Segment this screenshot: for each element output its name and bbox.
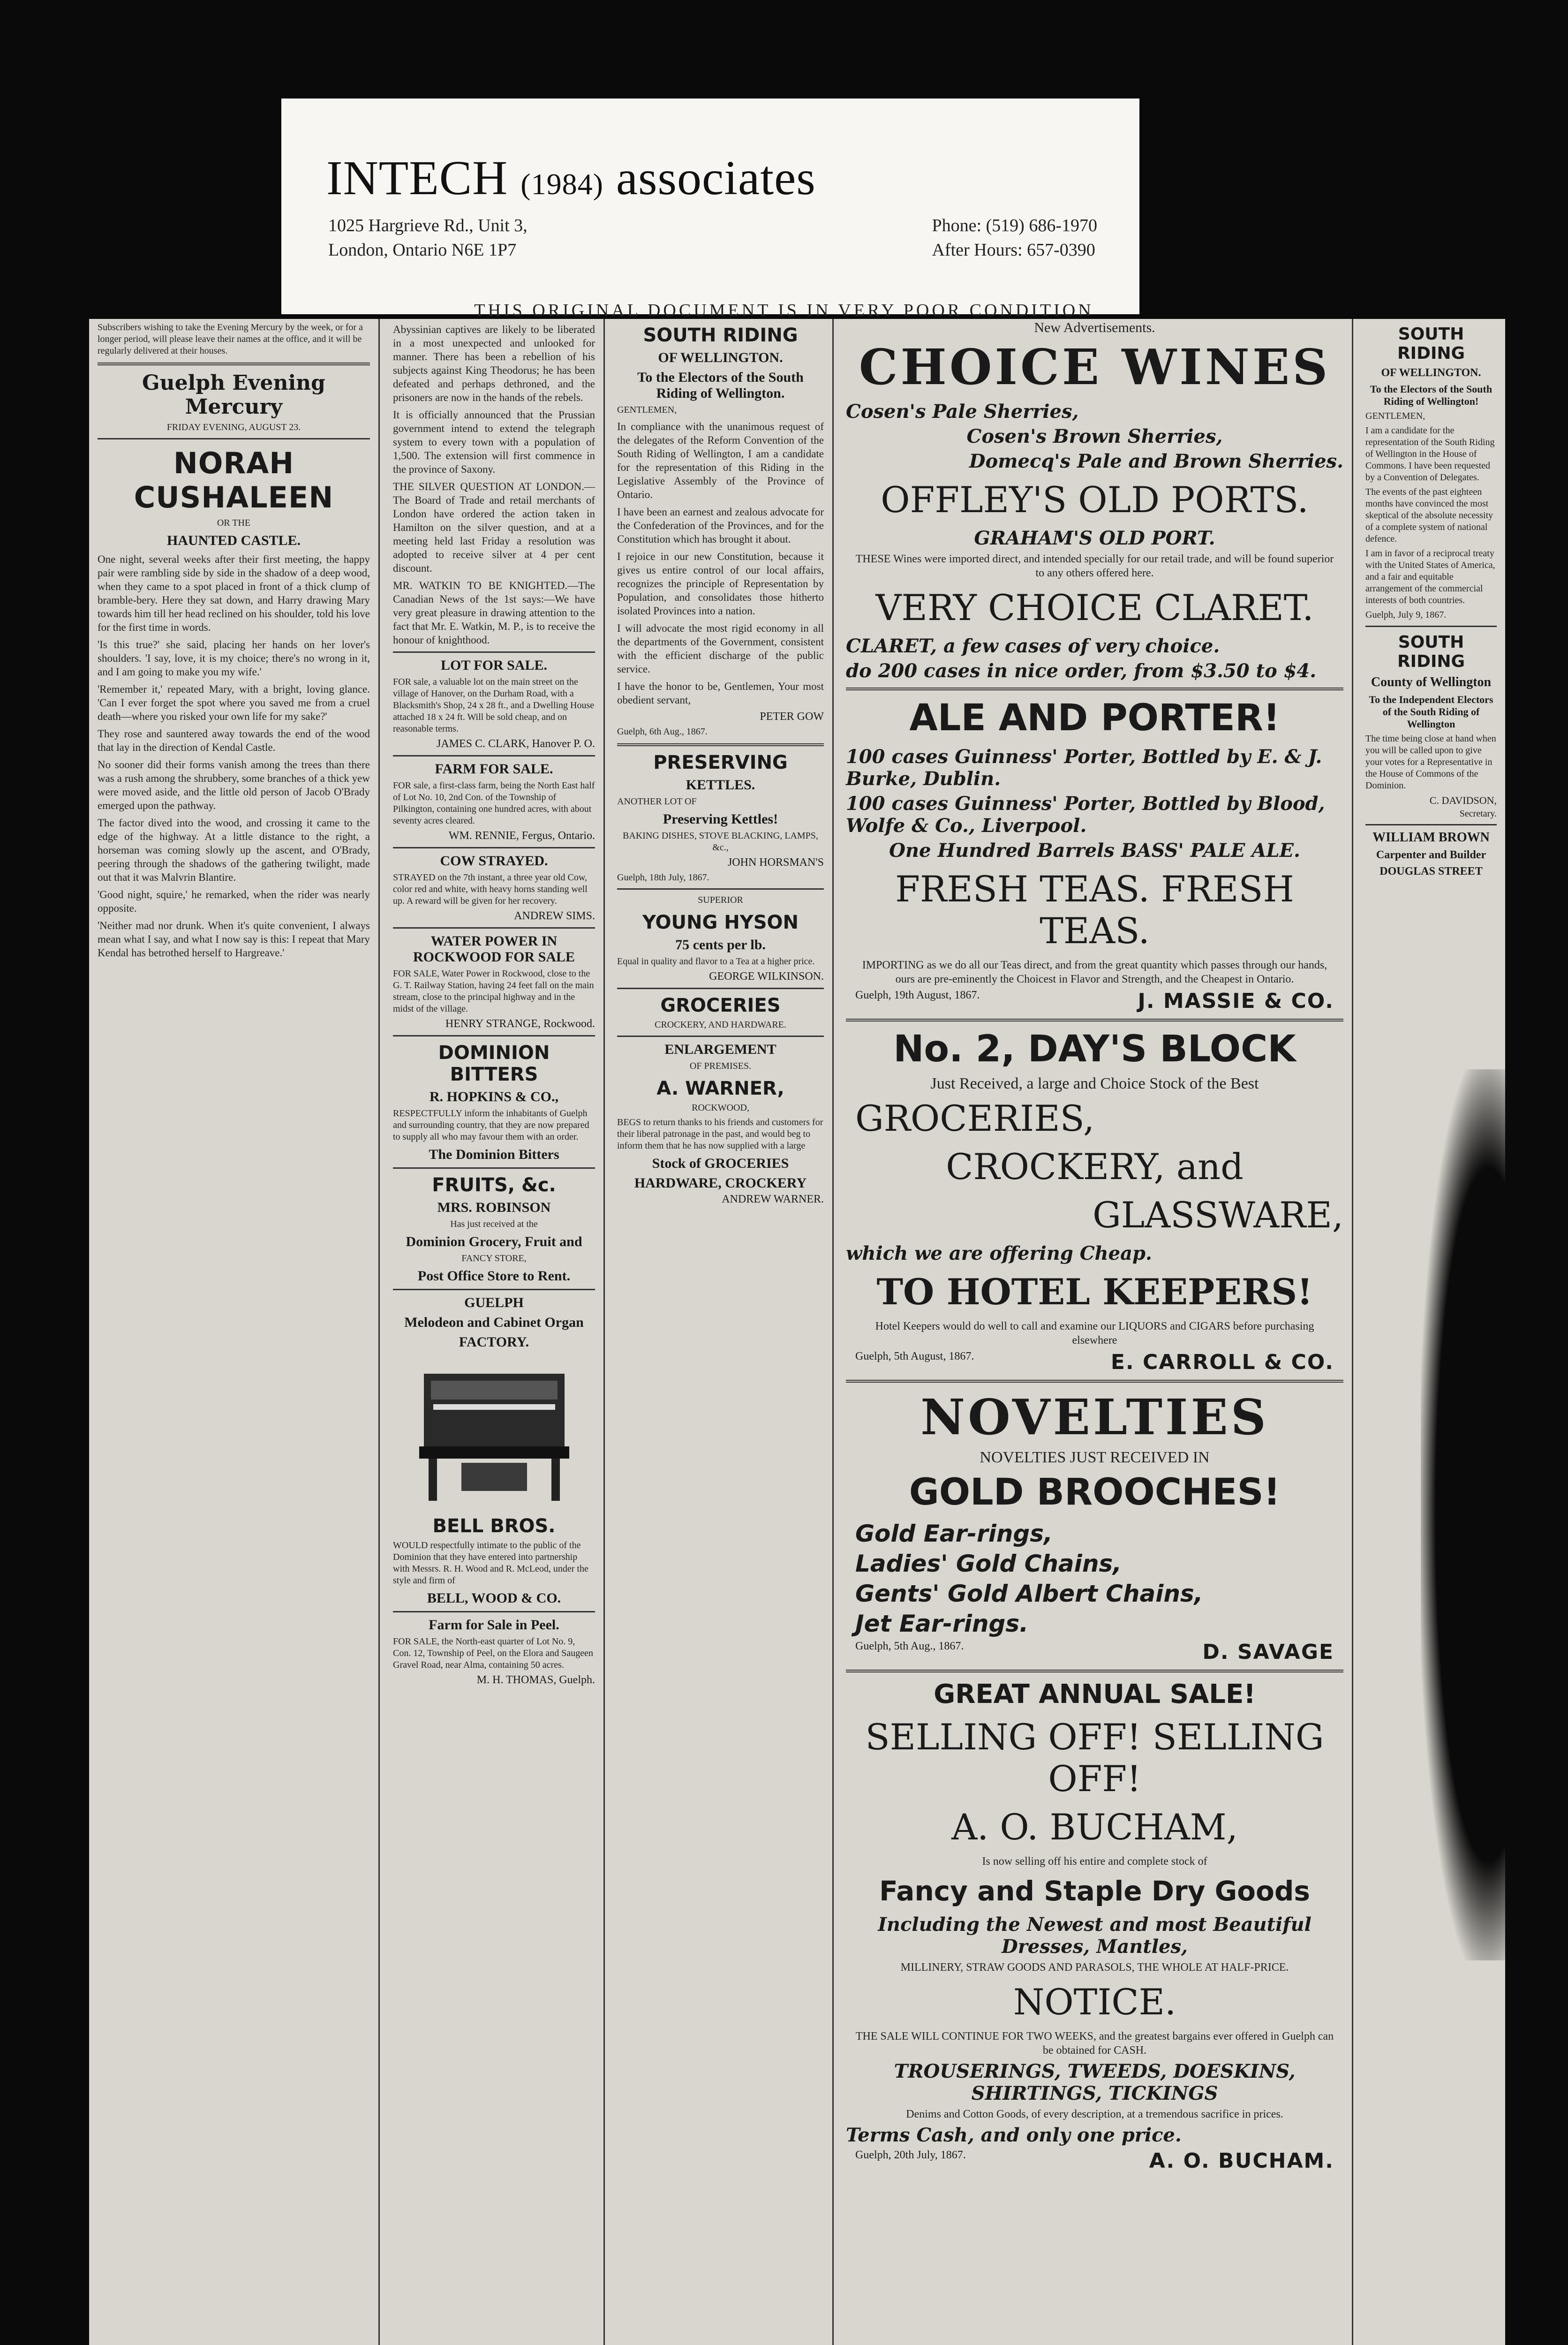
post-office-store: Post Office Store to Rent. (417, 1268, 571, 1284)
divider (393, 847, 595, 848)
south-riding-sub: OF WELLINGTON. (658, 350, 783, 365)
story-subtitle: HAUNTED CASTLE. (166, 533, 301, 548)
south-riding-sub-2: OF WELLINGTON. (1381, 367, 1481, 379)
preserving-heading: PRESERVING (653, 752, 788, 773)
claret-line-2: do 200 cases in nice order, from $3.50 to $4. (846, 660, 1317, 682)
story-paragraph: The factor dived into the wood, and crossing it came to the edge of the highway. At a little distance to the right, a horseman was coming slowly up the ascent, and O'Brady, peering through the shadows of the gathering twilight, made out that it was Malvrin Blantire. (98, 817, 370, 883)
claret-line-1: CLARET, a few cases of very choice. (846, 635, 1220, 657)
lot-ad-body: FOR sale, a valuable lot on the main street on the village of Hanover, on the Durham Road, with a Blacksmith's Shop, 24 x 28 ft., and a Dwelling House attached 18 x 24 ft. Will be sold cheap, and on reasonable terms. (393, 677, 595, 734)
superior-label: SUPERIOR (698, 895, 743, 905)
torn-edge-shadow (1421, 1069, 1505, 1960)
watkin-item: MR. WATKIN TO BE KNIGHTED.—The Canadian News of the 1st says:—We have very great pleasure in drawing attention to the fact that Mr. E. Watkin, M. P., is to receive the honour of knighthood. (393, 580, 595, 646)
graham-port: GRAHAM'S OLD PORT. (974, 527, 1215, 549)
story-title: NORAH CUSHALEEN (134, 446, 334, 514)
just-received: Just Received, a large and Choice Stock of the Best (930, 1075, 1259, 1092)
guinness-line-2: 100 cases Guinness' Porter, Bottled by Blood, Wolfe & Co., Liverpool. (846, 793, 1325, 837)
denims-line: Denims and Cotton Goods, of every description, at a tremendous sacrifice in prices. (906, 2108, 1283, 2120)
company-year: (1984) (520, 167, 603, 201)
cosens-pale: Cosen's Pale Sherries, (846, 401, 1079, 423)
divider (393, 1611, 595, 1612)
teas-date: Guelph, 19th August, 1867. (855, 989, 980, 1001)
warner-name: A. WARNER, (656, 1078, 784, 1099)
col5-date: Guelph, July 9, 1867. (1365, 610, 1447, 620)
hardware-crockery: HARDWARE, CROCKERY (634, 1175, 807, 1191)
selling-off: SELLING OFF! SELLING OFF! (865, 1716, 1324, 1800)
story-paragraph: 'Good night, squire,' he remarked, when the rider was nearly opposite. (98, 889, 370, 914)
electors-salutation-2: To the Electors of the South Riding of Wellington! (1370, 383, 1493, 407)
warner-body: BEGS to return thanks to his friends and customers for their liberal patronage in the past, and would beg to inform them that he has now supplied with a large (617, 1117, 823, 1151)
dateline: FRIDAY EVENING, AUGUST 23. (166, 422, 301, 432)
terms-line: Terms Cash, and only one price. (846, 2124, 1182, 2146)
bucham-footer (855, 2149, 1334, 2173)
lot-ad-signature: JAMES C. CLARK, Hanover P. O. (436, 738, 595, 750)
douglas-street: DOUGLAS STREET (1380, 865, 1483, 877)
offering-cheap: which we are offering Cheap. (846, 1242, 1152, 1264)
carroll-signature: E. CARROLL & CO. (1110, 1350, 1334, 1374)
divider (617, 988, 824, 989)
bucham-signature: A. O. BUCHAM. (1149, 2149, 1334, 2173)
dresses-line: Including the Newest and most Beautiful Dresses, Mantles, (878, 1914, 1312, 1958)
fancy-dry-goods: Fancy and Staple Dry Goods (879, 1875, 1310, 1907)
gold-brooches: GOLD BROOCHES! (909, 1471, 1281, 1513)
ladies-chains: Ladies' Gold Chains, (855, 1550, 1122, 1577)
glassware-line: GLASSWARE, (1093, 1194, 1343, 1236)
divider (617, 888, 824, 890)
address-closing: I have the honor to be, Gentlemen, Your most obedient servant, (617, 681, 824, 706)
robinson-sub: Has just received at the (450, 1219, 538, 1229)
water-ad-body: FOR SALE, Water Power in Rockwood, close to the G. T. Railway Station, having 24 feet fall on the main stream, close to the principal highway and in the midst of the village. (393, 968, 594, 1014)
kettles-heading: KETTLES. (686, 777, 755, 793)
abyssinia-item: Abyssinian captives are likely to be liberated in a most unexpected and unlooked for manner. There has been a rebellion of his subjects against King Theodorus; he has been defeated and perhaps dethroned, and the prisoners are now in the hands of the rebels. (393, 324, 595, 403)
farm-ad-signature: WM. RENNIE, Fergus, Ontario. (448, 830, 595, 842)
company-address (328, 213, 528, 262)
telegraph-item: It is officially announced that the Prussian government intend to extend the telegraph system to every town with a population of 1,500. The extension will first commence in the province of Saxony. (393, 409, 595, 475)
millinery-line: MILLINERY, STRAW GOODS AND PARASOLS, THE WHOLE AT HALF-PRICE. (900, 1961, 1289, 1974)
bass-ale: One Hundred Barrels BASS' PALE ALE. (889, 840, 1300, 862)
bucham-sub: Is now selling off his entire and complete stock of (982, 1855, 1207, 1868)
divider (98, 438, 370, 439)
kettle-items: BAKING DISHES, STOVE BLACKING, LAMPS, &c., (623, 831, 818, 853)
water-ad-heading: WATER POWER IN ROCKWOOD FOR SALE (413, 933, 575, 965)
crockery-line: CROCKERY, and (946, 1146, 1244, 1188)
notice-body: THE SALE WILL CONTINUE FOR TWO WEEKS, and the greatest bargains ever offered in Guelph can be obtained for CASH. (855, 2030, 1334, 2057)
lot-ad-heading: LOT FOR SALE. (440, 658, 547, 673)
wilkinson-signature: GEORGE WILKINSON. (709, 970, 824, 983)
story-paragraph: 'Neither mad nor drunk. When it's quite convenient, I always mean what I say, and what I now say is this: I repeat that Mary Kendal has betrothed herself to Hargreave.' (98, 920, 370, 959)
groceries-line: GROCERIES, (855, 1097, 1095, 1139)
groceries-heading: GROCERIES (660, 995, 781, 1016)
peter-gow-signature: PETER GOW (760, 711, 824, 723)
cow-ad-signature: ANDREW SIMS. (514, 910, 595, 922)
address-paragraph: In compliance with the unanimous request of the delegates of the Reform Convention of the South Riding of Wellington, I am a candidate for the representation of this Riding in the Legislative Assembly of the Province of Ontario. (617, 421, 824, 500)
divider (617, 1036, 824, 1037)
hyson-body: Equal in quality and flavor to a Tea at a higher price. (617, 956, 815, 967)
gentlemen-2: GENTLEMEN, (1365, 411, 1425, 421)
story-paragraph: 'Is this true?' she said, placing her hands on her lover's shoulders. 'I say, love, it is my choice; there's no wrong in it, and I am going to make you my wife.' (98, 639, 370, 678)
divider (846, 1019, 1343, 1021)
robinson-name: MRS. ROBINSON (437, 1200, 551, 1215)
domecq-sherries: Domecq's Pale and Brown Sherries. (969, 450, 1343, 472)
divider (393, 927, 595, 929)
company-suffix: associates (616, 151, 816, 205)
days-block-heading: No. 2, DAY'S BLOCK (893, 1028, 1296, 1070)
hyson-price: 75 cents per lb. (675, 937, 766, 953)
carpenter-builder: Carpenter and Builder (1376, 849, 1486, 861)
divider (393, 755, 595, 756)
divider (617, 743, 824, 746)
bitters-heading: DOMINION BITTERS (438, 1042, 550, 1085)
fresh-teas-heading: FRESH TEAS. FRESH TEAS. (895, 868, 1294, 952)
company-phone (932, 213, 1097, 262)
stock-groceries: Stock of GROCERIES (652, 1156, 789, 1171)
address-paragraph: I will advocate the most rigid economy in all the departments of the Government, consistent with the efficient discharge of the public service. (617, 622, 824, 675)
hotel-keepers-heading: TO HOTEL KEEPERS! (876, 1271, 1313, 1313)
gold-earrings: Gold Ear-rings, (855, 1520, 1053, 1547)
divider (1365, 626, 1497, 627)
savage-footer (855, 1640, 1334, 1664)
guinness-line-1: 100 cases Guinness' Porter, Bottled by E. & J. Burke, Dublin. (846, 746, 1322, 790)
bucham-date: Guelph, 20th July, 1867. (855, 2149, 966, 2161)
melodeon-heading: Melodeon and Cabinet Organ (404, 1315, 584, 1330)
newspaper-page (89, 319, 1505, 2345)
phone-number: Phone: (519) 686-1970 (932, 216, 1097, 235)
horsman-date: Guelph, 18th July, 1867. (617, 872, 709, 883)
divider (846, 1380, 1343, 1383)
wines-body: THESE Wines were imported direct, and intended specially for our retail trade, and will be found superior to any others offered here. (855, 553, 1334, 579)
gentlemen: GENTLEMEN, (617, 405, 677, 415)
scan-header-card (281, 98, 1139, 314)
bucham-name: A. O. BUCHAM, (951, 1806, 1238, 1848)
teas-footer (855, 989, 1334, 1013)
choice-wines-heading: CHOICE WINES (859, 338, 1331, 396)
bitters-maker: R. HOPKINS & CO., (429, 1089, 558, 1104)
groceries-sub: CROCKERY, AND HARDWARE. (655, 1020, 786, 1030)
savage-signature: D. SAVAGE (1202, 1640, 1334, 1664)
claret-heading: VERY CHOICE CLARET. (875, 587, 1314, 628)
water-ad-signature: HENRY STRANGE, Rockwood. (445, 1018, 595, 1030)
guelph-heading: GUELPH (464, 1295, 524, 1310)
fancy-store: FANCY STORE, (461, 1253, 527, 1263)
bitters-subheading: The Dominion Bitters (429, 1147, 559, 1162)
bell-firm: BELL, WOOD & CO. (427, 1590, 561, 1606)
organ-illustration (405, 1355, 583, 1510)
bell-body: WOULD respectfully intimate to the public of the Dominion that they have entered into partnership with Messrs. R. H. Wood and R. McLeod, under the style and firm of (393, 1540, 588, 1586)
davidson-sub: Secretary. (1459, 809, 1497, 819)
farm-peel-body: FOR SALE, the North-east quarter of Lot No. 9, Con. 12, Township of Peel, on the Elora and Saugeen Gravel Road, near Alma, containing 50 acres. (393, 1636, 594, 1670)
young-hyson-heading: YOUNG HYSON (642, 912, 799, 933)
story-paragraph: One night, several weeks after their first meeting, the happy pair were rambling side by side in the shadow of a deep wood, when they came to a spot placed in front of a thick clump of bramble-bery. Here they sat down, and Harry drawing Mary towards him till her head reclined on his shoulder, told his love for the first time in words. (98, 553, 370, 633)
preserving-kettles: Preserving Kettles! (663, 811, 778, 827)
story-paragraph: They rose and sauntered away towards the end of the wood that lay in the direction of Kendal Castle. (98, 728, 370, 753)
address-paragraph-3: The time being close at hand when you will be called upon to give your votes for a Representative in the House of Commons of the Dominion. (1365, 734, 1496, 791)
divider (393, 1035, 595, 1036)
subscribers-notice: Subscribers wishing to take the Evening Mercury by the week, or for a longer period, will please leave their names at the office, and it will be regularly delivered at their houses. (98, 322, 363, 356)
address-paragraph-2: I am in favor of a reciprocal treaty with the United States of America, and a fair and equitable arrangement of the commercial interests of both countries. (1365, 548, 1495, 605)
albert-chains: Gents' Gold Albert Chains, (855, 1580, 1203, 1607)
novelties-sub: NOVELTIES JUST RECEIVED IN (980, 1449, 1210, 1466)
divider (1365, 824, 1497, 825)
william-brown: WILLIAM BROWN (1372, 830, 1490, 845)
address-paragraph: I have been an earnest and zealous advocate for the Confederation of the Provinces, and for the Constitution which has brought it about. (617, 506, 824, 545)
premises-label: OF PREMISES. (689, 1061, 752, 1071)
annual-sale-heading: GREAT ANNUAL SALE! (934, 1679, 1256, 1710)
hotel-footer (855, 1350, 1334, 1374)
farm-ad-heading: FARM FOR SALE. (435, 761, 553, 777)
warner-signature: ANDREW WARNER. (722, 1193, 824, 1205)
address-paragraph: I rejoice in our new Constitution, because it gives us entire control of our local affairs, recognizes the principle of Representation by Population, and consolidates those hitherto isolated Provinces into a nation. (617, 551, 824, 617)
address-paragraph-2: I am a candidate for the representation of the South Riding of Wellington in the House of Commons. I have been requested by a Convention of Delegates. (1365, 425, 1495, 483)
address-line-1: 1025 Hargrieve Rd., Unit 3, (328, 216, 528, 235)
grocery-heading: Dominion Grocery, Fruit and (406, 1234, 582, 1249)
farm-peel-signature: M. H. THOMAS, Guelph. (476, 1674, 595, 1686)
story-paragraph: 'Remember it,' repeated Mary, with a bright, loving glance. 'Can I ever forget the spot where you saved me from a cruel death—where you risked your own life for my sake?' (98, 683, 370, 722)
column-3 (609, 319, 834, 2345)
south-riding-heading-2: SOUTH RIDING (1397, 325, 1465, 363)
after-hours-number: After Hours: 657-0390 (932, 240, 1095, 260)
divider (393, 1167, 595, 1169)
farm-ad-body: FOR sale, a first-class farm, being the North East half of Lot No. 10, 2nd Con. of the Township of Pilkington, containing one hundred acres, with about seventy acres cleared. (393, 780, 595, 826)
davidson-signature: C. DAVIDSON, (1429, 794, 1497, 806)
novelties-heading: NOVELTIES (920, 1388, 1269, 1446)
story-or: OR THE (217, 518, 251, 528)
cow-ad-body: STRAYED on the 7th instant, a three year old Cow, color red and white, with heavy horns standing well up. A reward will be given for her recovery. (393, 872, 588, 906)
silver-item: THE SILVER QUESTION AT LONDON.—The Board of Trade and retail merchants of London have ordered the action taken in Hamilton on the silver question, and at a meeting held last Friday a resolution was adopted to receive silver at 4 per cent discount. (393, 481, 595, 574)
cow-ad-heading: COW STRAYED. (440, 853, 548, 869)
poor-condition-notice: THIS ORIGINAL DOCUMENT IS IN VERY POOR CONDITION (474, 301, 1094, 320)
company-main: INTECH (326, 151, 508, 205)
savage-date: Guelph, 5th Aug., 1867. (855, 1640, 964, 1652)
hotel-body: Hotel Keepers would do well to call and examine our LIQUORS and CIGARS before purchasing elsewhere (875, 1320, 1314, 1346)
divider (393, 1289, 595, 1290)
factory-heading: FACTORY. (459, 1334, 529, 1350)
independent-electors: To the Independent Electors of the South Riding of Wellington (1369, 694, 1493, 730)
new-advertisements-label: New Advertisements. (1034, 320, 1155, 335)
jet-earrings: Jet Ear-rings. (855, 1610, 1029, 1637)
gow-dateline: Guelph, 6th Aug., 1867. (617, 726, 708, 737)
divider (846, 1670, 1343, 1672)
offley-ports: OFFLEY'S OLD PORTS. (881, 479, 1309, 521)
another-lot: ANOTHER LOT OF (617, 796, 697, 807)
county-heading: County of Wellington (1371, 675, 1492, 689)
ale-porter-heading: ALE AND PORTER! (909, 697, 1280, 739)
column-1 (89, 319, 380, 2345)
enlargement-heading: ENLARGEMENT (664, 1042, 776, 1057)
south-riding-heading-3: SOUTH RIDING (1397, 633, 1465, 671)
teas-body: IMPORTING as we do all our Teas direct, and from the great quantity which passes through our hands, ours are pre-eminently the Choicest in Flavor and Strength, and the Cheapest in Ontario. (862, 959, 1327, 985)
divider (98, 363, 370, 365)
address-paragraph-2: The events of the past eighteen months have convinced the most skeptical of the absolute necessity of a complete system of national defence. (1365, 487, 1493, 544)
notice-heading: NOTICE. (1013, 1981, 1176, 2023)
trouserings-line: TROUSERINGS, TWEEDS, DOESKINS, SHIRTINGS, TICKINGS (894, 2060, 1296, 2104)
column-2 (384, 319, 605, 2345)
rockwood-label: ROCKWOOD, (692, 1103, 749, 1113)
company-name (326, 150, 816, 206)
horsman-signature: JOHN HORSMAN'S (727, 856, 824, 869)
farm-peel-heading: Farm for Sale in Peel. (429, 1617, 559, 1633)
massie-signature: J. MASSIE & CO. (1138, 989, 1334, 1013)
south-riding-heading: SOUTH RIDING (643, 325, 798, 346)
cosens-brown: Cosen's Brown Sherries, (966, 425, 1223, 447)
address-line-2: London, Ontario N6E 1P7 (328, 240, 517, 260)
divider (846, 688, 1343, 690)
bell-heading: BELL BROS. (432, 1515, 556, 1537)
electors-salutation: To the Electors of the South Riding of Wellington. (637, 370, 804, 401)
bitters-body: RESPECTFULLY inform the inhabitants of Guelph and surrounding country, that they are now prepared to supply all who may favour them with an order. (393, 1108, 589, 1142)
masthead: Guelph Evening Mercury (142, 371, 325, 419)
fruits-heading: FRUITS, &c. (432, 1174, 556, 1196)
column-4-advertisements (837, 319, 1353, 2345)
divider (393, 651, 595, 653)
hotel-date: Guelph, 5th August, 1867. (855, 1350, 974, 1362)
story-paragraph: No sooner did their forms vanish among the trees than there was a rush among the shrubbery, some branches of a thick yew were moved aside, and the little old person of Jacob O'Brady emerged upon the pathway. (98, 759, 370, 811)
